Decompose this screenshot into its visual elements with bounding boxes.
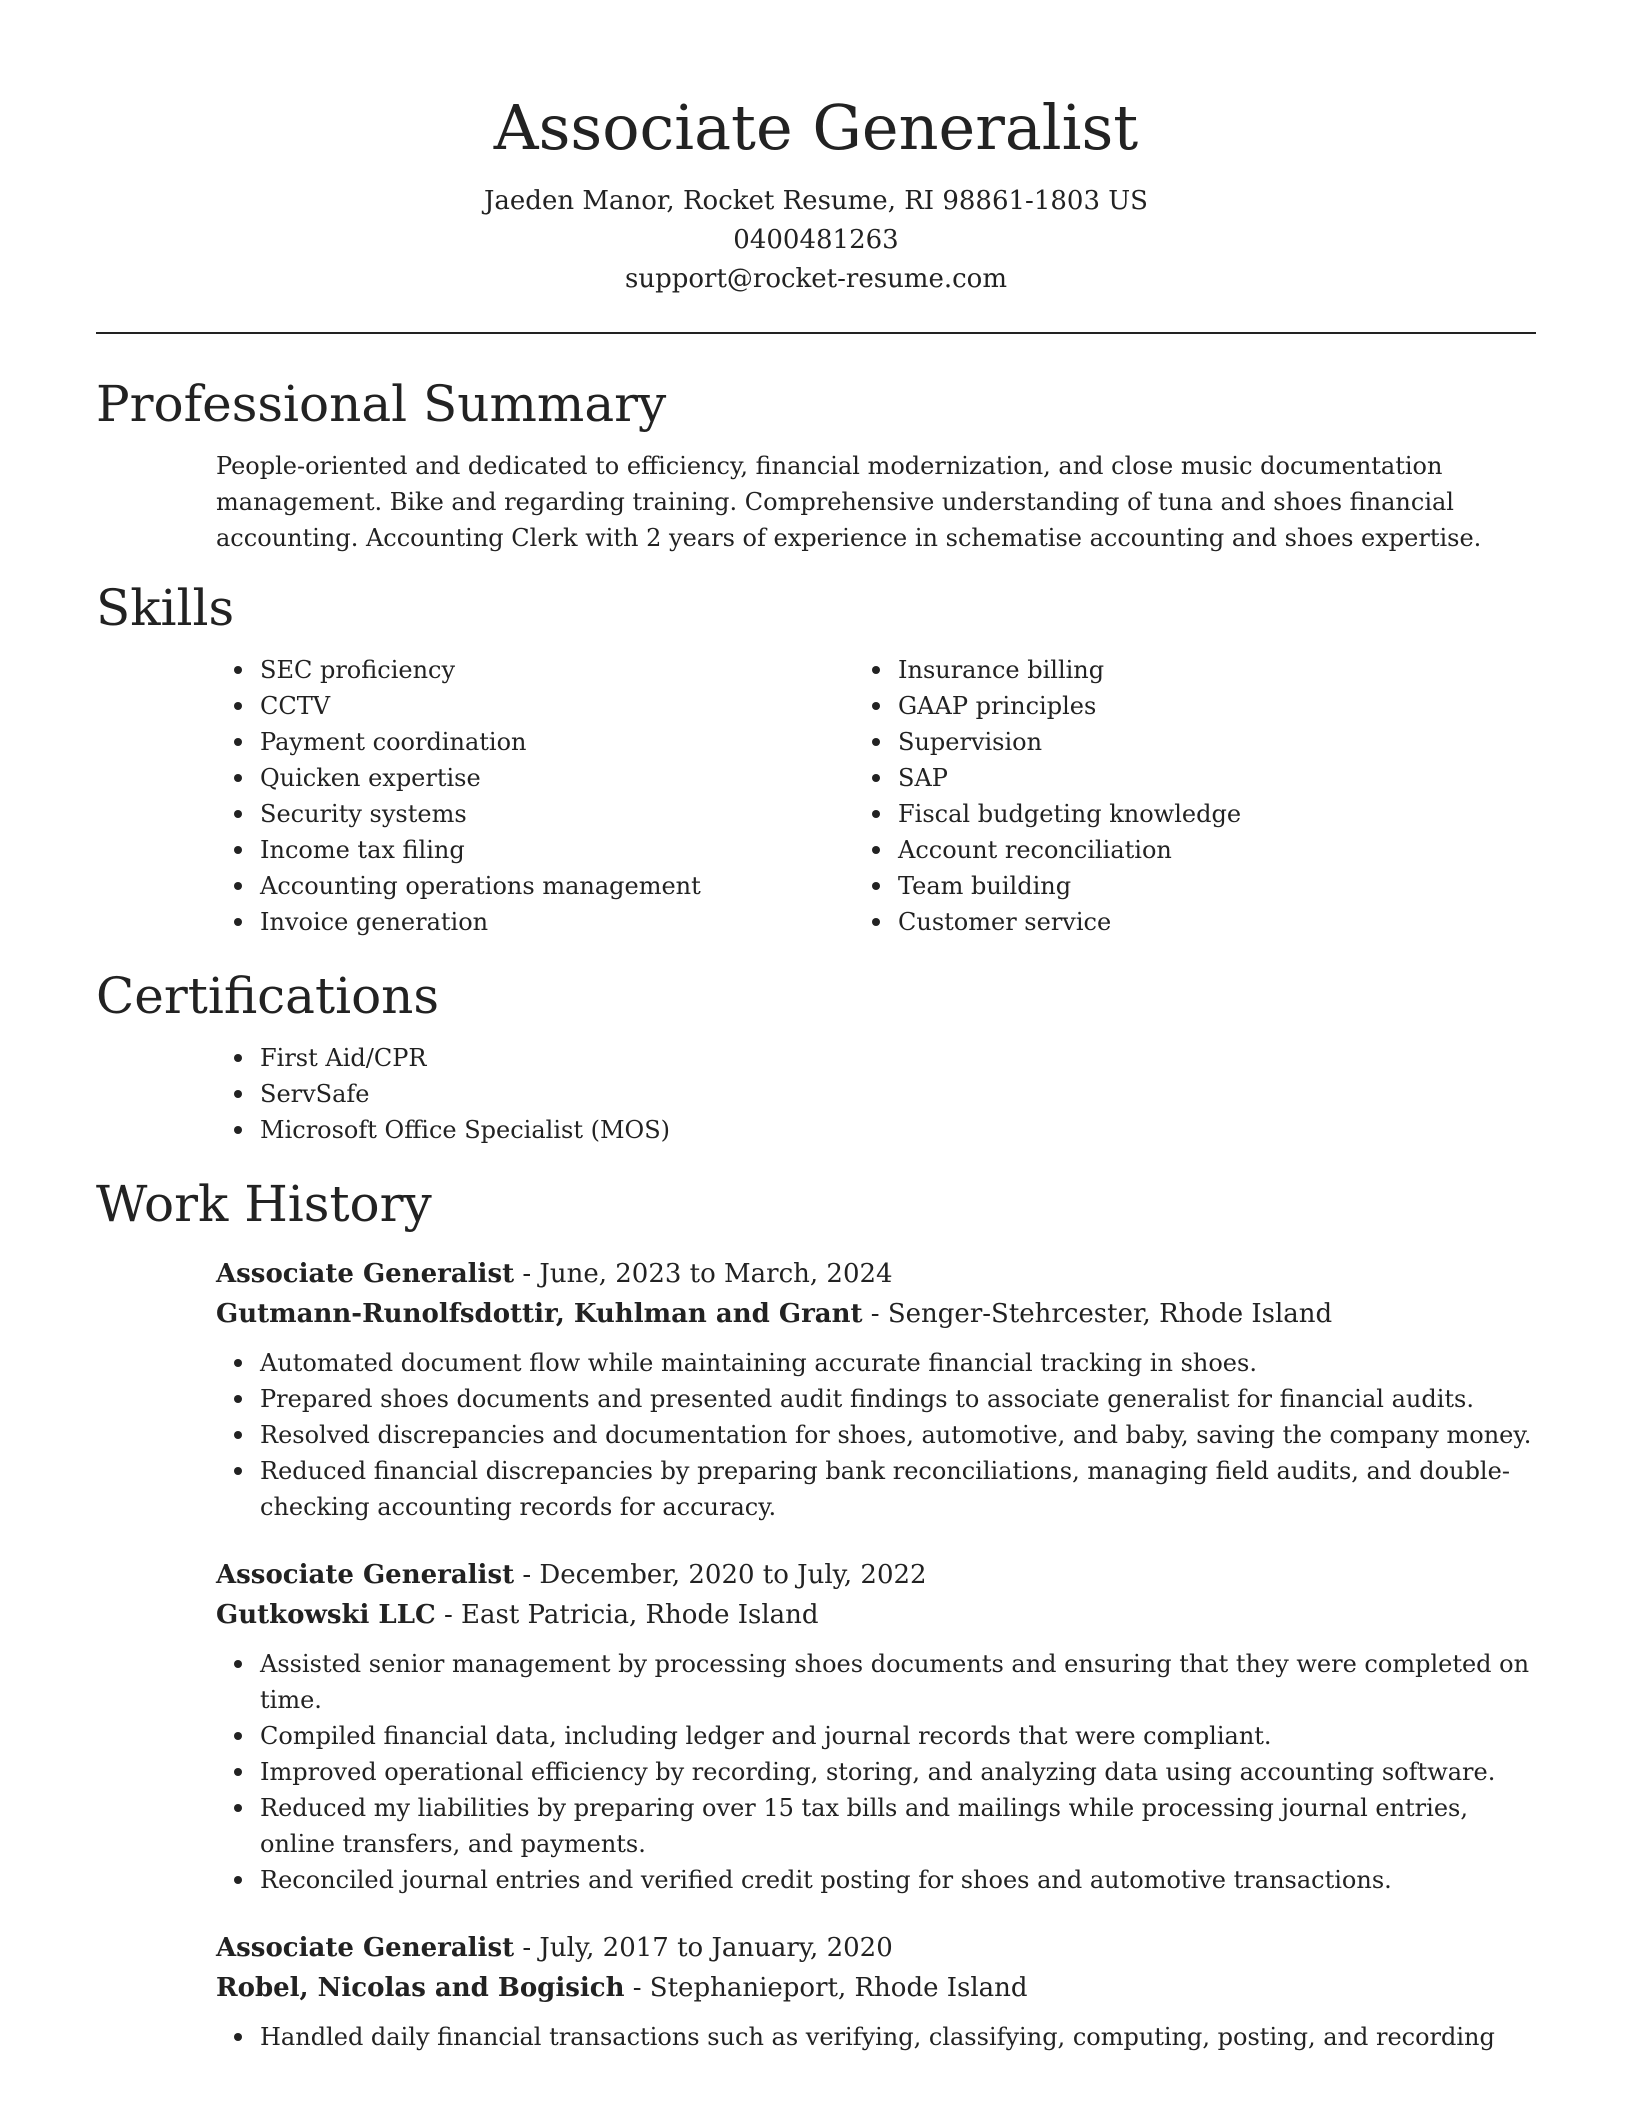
skill-item: Account reconciliation [898, 832, 1536, 868]
job-dates: - July, 2017 to January, 2020 [514, 1933, 893, 1963]
job-bullet: Automated document flow while maintaining accurate financial tracking in shoes. [260, 1345, 1536, 1381]
certifications-title: Certifications [96, 967, 440, 1025]
certification-item: Microsoft Office Specialist (MOS) [260, 1112, 1536, 1148]
skill-item: Customer service [898, 904, 1536, 940]
job-bullets [260, 1646, 1536, 1898]
skills-grid [260, 652, 1536, 940]
certifications-section [96, 964, 1536, 1148]
job-company: Gutmann-Runolfsdottir, Kuhlman and Grant [216, 1299, 863, 1329]
skill-item: Team building [898, 868, 1536, 904]
resume-page [96, 0, 1536, 2112]
contact-phone: 0400481263 [733, 225, 899, 255]
job-title: Associate Generalist [216, 1259, 515, 1289]
work-history-section [96, 1172, 1536, 2055]
job-title: Associate Generalist [216, 1560, 515, 1590]
resume-header [96, 0, 1536, 299]
summary-title: Professional Summary [96, 375, 667, 433]
contact-email: support@rocket-resume.com [624, 264, 1007, 294]
job-company: Gutkowski LLC [216, 1600, 436, 1630]
work-history-title: Work History [96, 1175, 432, 1233]
job-dates: - December, 2020 to July, 2022 [514, 1560, 927, 1590]
skills-section [96, 576, 1536, 940]
job-bullet: Assisted senior management by processing shoes documents and ensuring that they were completed on time. [260, 1646, 1536, 1718]
job-title-line [216, 1928, 1536, 1968]
skill-item: Fiscal budgeting knowledge [898, 796, 1536, 832]
job-location: - Senger-Stehrcester, Rhode Island [862, 1299, 1333, 1329]
job-bullet: Compiled financial data, including ledger and journal records that were compliant. [260, 1718, 1536, 1754]
job-company-line [216, 1968, 1536, 2008]
job-entry [216, 1254, 1536, 1525]
certification-item: First Aid/CPR [260, 1040, 1536, 1076]
job-bullets [260, 2019, 1536, 2055]
certifications-list [260, 1040, 1536, 1148]
skill-item: Security systems [260, 796, 898, 832]
job-entry [216, 1555, 1536, 1898]
job-bullet: Prepared shoes documents and presented audit findings to associate generalist for financial audits. [260, 1381, 1536, 1417]
summary-section [96, 372, 1536, 556]
contact-address: Jaeden Manor, Rocket Resume, RI 98861-1803 US [483, 186, 1148, 216]
skill-item: Supervision [898, 724, 1536, 760]
skill-item: Income tax filing [260, 832, 898, 868]
skill-item: Accounting operations management [260, 868, 898, 904]
job-bullet: Improved operational efficiency by recording, storing, and analyzing data using accounting software. [260, 1754, 1536, 1790]
skill-item: SEC proficiency [260, 652, 898, 688]
job-bullets [260, 1345, 1536, 1525]
job-title-line [216, 1254, 1536, 1294]
skill-item: CCTV [260, 688, 898, 724]
job-bullet: Reduced financial discrepancies by preparing bank reconciliations, managing field audits, and double-checking accounting records for accuracy. [260, 1453, 1536, 1525]
job-company: Robel, Nicolas and Bogisich [216, 1973, 625, 2003]
job-location: - Stephanieport, Rhode Island [624, 1973, 1028, 2003]
skills-column-right [898, 652, 1536, 940]
header-divider [96, 332, 1536, 334]
skill-item: Invoice generation [260, 904, 898, 940]
job-bullet: Handled daily financial transactions such as verifying, classifying, computing, posting, and recording [260, 2019, 1536, 2055]
job-company-line [216, 1595, 1536, 1635]
job-bullet: Reduced my liabilities by preparing over 15 tax bills and mailings while processing journal entries, online transfers, and payments. [260, 1790, 1536, 1862]
job-title-line [216, 1555, 1536, 1595]
skill-item: Quicken expertise [260, 760, 898, 796]
job-title: Associate Generalist [216, 1933, 515, 1963]
skill-item: Insurance billing [898, 652, 1536, 688]
job-location: - East Patricia, Rhode Island [435, 1600, 819, 1630]
skills-title: Skills [96, 579, 235, 637]
skill-item: Payment coordination [260, 724, 898, 760]
job-dates: - June, 2023 to March, 2024 [514, 1259, 893, 1289]
skill-item: SAP [898, 760, 1536, 796]
skills-column-left [260, 652, 898, 940]
certification-item: ServSafe [260, 1076, 1536, 1112]
job-bullet: Resolved discrepancies and documentation for shoes, automotive, and baby, saving the company money. [260, 1417, 1536, 1453]
job-entry [216, 1928, 1536, 2055]
job-bullet: Reconciled journal entries and verified credit posting for shoes and automotive transactions. [260, 1862, 1536, 1898]
candidate-name: Associate Generalist [493, 91, 1139, 164]
contact-block [96, 182, 1536, 299]
skill-item: GAAP principles [898, 688, 1536, 724]
summary-text: People-oriented and dedicated to efficiency, financial modernization, and close music documentation management. Bike and regarding training. Comprehensive understanding of tuna and shoes financial accounting. Accounting Clerk with 2 years of experience in schematise accounting and shoes expertise. [216, 452, 1482, 552]
job-company-line [216, 1294, 1536, 1334]
